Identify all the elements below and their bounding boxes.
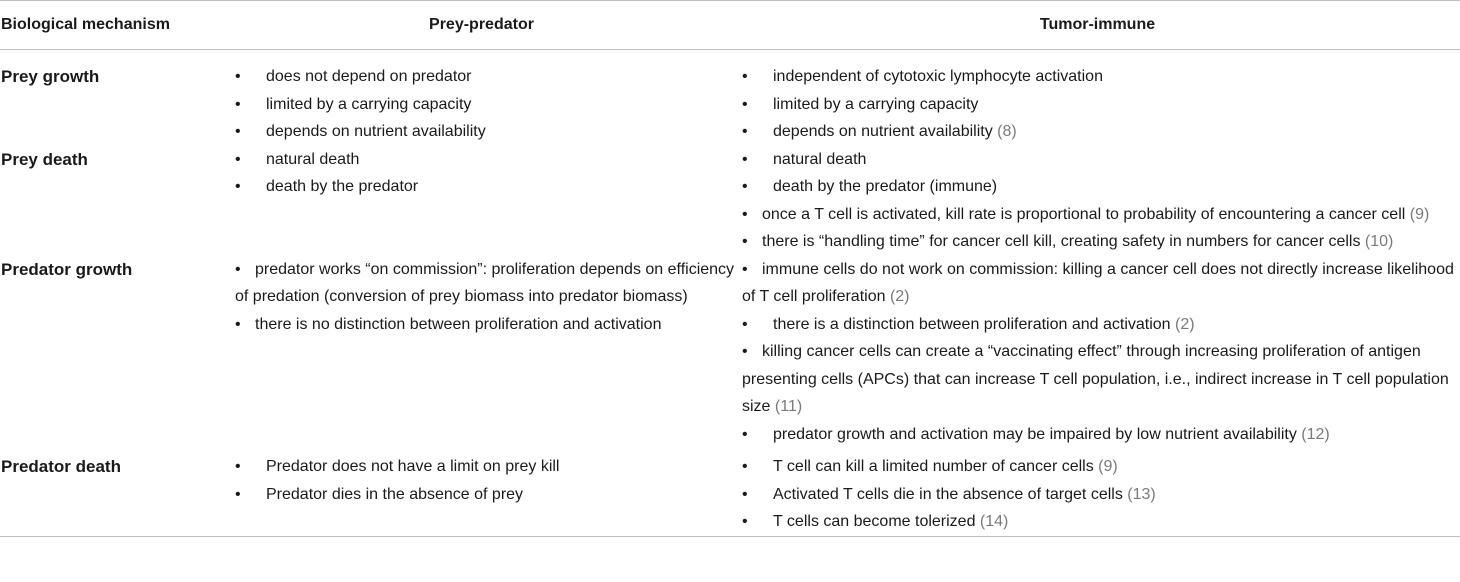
list-item: • independent of cytotoxic lymphocyte activation xyxy=(742,68,1103,85)
list-item: • Predator dies in the absence of prey xyxy=(235,485,524,503)
citation-link[interactable]: (2) xyxy=(889,288,910,305)
list-item: • there is “handling time” for cancer cell kill, creating safety in numbers for cancer cells (10) xyxy=(742,233,1394,250)
table-row xyxy=(0,50,1460,146)
list-item: • limited by a carrying capacity xyxy=(235,95,472,113)
table-row xyxy=(0,146,1460,256)
citation-link[interactable]: (10) xyxy=(1364,233,1394,250)
list-item: • natural death xyxy=(235,150,360,168)
table-row xyxy=(0,256,1460,449)
citation-link[interactable]: (12) xyxy=(1301,425,1330,443)
list-item: • Activated T cells die in the absence of target cells (13) xyxy=(742,485,1156,503)
citation-link[interactable]: (11) xyxy=(774,398,803,415)
list-item: • limited by a carrying capacity xyxy=(742,95,979,113)
list-item: • death by the predator xyxy=(235,178,419,195)
mechanism-cell: Prey death xyxy=(1,149,88,169)
list-item: • Predator does not have a limit on prey kill xyxy=(235,458,560,475)
citation-link[interactable]: (14) xyxy=(979,513,1009,530)
header-prey-predator: Prey-predator xyxy=(228,1,735,50)
list-item: • death by the predator (immune) xyxy=(742,178,998,195)
citation-link[interactable]: (2) xyxy=(1175,315,1195,333)
tumor-immune-cell xyxy=(735,50,1460,146)
mechanism-cell: Predator growth xyxy=(1,259,133,279)
list-item: • predator growth and activation may be impaired by low nutrient availability (12) xyxy=(742,425,1330,443)
tumor-immune-cell xyxy=(735,146,1460,256)
list-item: • depends on nutrient availability xyxy=(235,123,486,140)
header-row xyxy=(0,1,1460,50)
list-item: • T cells can become tolerized (14) xyxy=(742,513,1009,530)
mechanism-cell: Prey growth xyxy=(1,67,100,86)
prey-predator-cell xyxy=(228,448,735,536)
header-mechanism: Biological mechanism xyxy=(0,1,228,50)
list-item: • immune cells do not work on commission: killing a cancer cell does not directly increase likelihood of T cell proliferation (2) xyxy=(742,260,1454,305)
citation-link[interactable]: (8) xyxy=(997,123,1017,140)
list-item: • predator works “on commission”: proliferation depends on efficiency of predation (conversion of prey biomass into predator biomass) xyxy=(235,260,735,305)
list-item: • once a T cell is activated, kill rate is proportional to probability of encountering a cancer cell (9) xyxy=(742,205,1430,223)
prey-predator-cell xyxy=(228,146,735,256)
tumor-immune-cell xyxy=(735,448,1460,536)
mechanism-cell: Predator death xyxy=(0,448,228,536)
citation-link[interactable]: (13) xyxy=(1127,485,1156,503)
list-item: • depends on nutrient availability (8) xyxy=(742,123,1017,140)
list-item: • there is a distinction between proliferation and activation (2) xyxy=(742,315,1195,333)
tumor-immune-cell xyxy=(735,256,1460,449)
list-item: • there is no distinction between proliferation and activation xyxy=(235,315,662,333)
list-item: • killing cancer cells can create a “vaccinating effect” through increasing proliferation of antigen presenting cells (APCs) that can increase T cell population, i.e., indirect increase in T cell population size (11) xyxy=(742,343,1449,415)
prey-predator-cell xyxy=(228,50,735,146)
citation-link[interactable]: (9) xyxy=(1098,458,1118,475)
prey-predator-cell xyxy=(228,256,735,449)
list-item: • T cell can kill a limited number of cancer cells (9) xyxy=(742,458,1118,475)
citation-link[interactable]: (9) xyxy=(1409,205,1430,223)
header-tumor-immune: Tumor-immune xyxy=(735,1,1460,50)
list-item: • natural death xyxy=(742,150,867,168)
list-item: • does not depend on predator xyxy=(235,68,472,85)
table-row xyxy=(0,448,1460,536)
